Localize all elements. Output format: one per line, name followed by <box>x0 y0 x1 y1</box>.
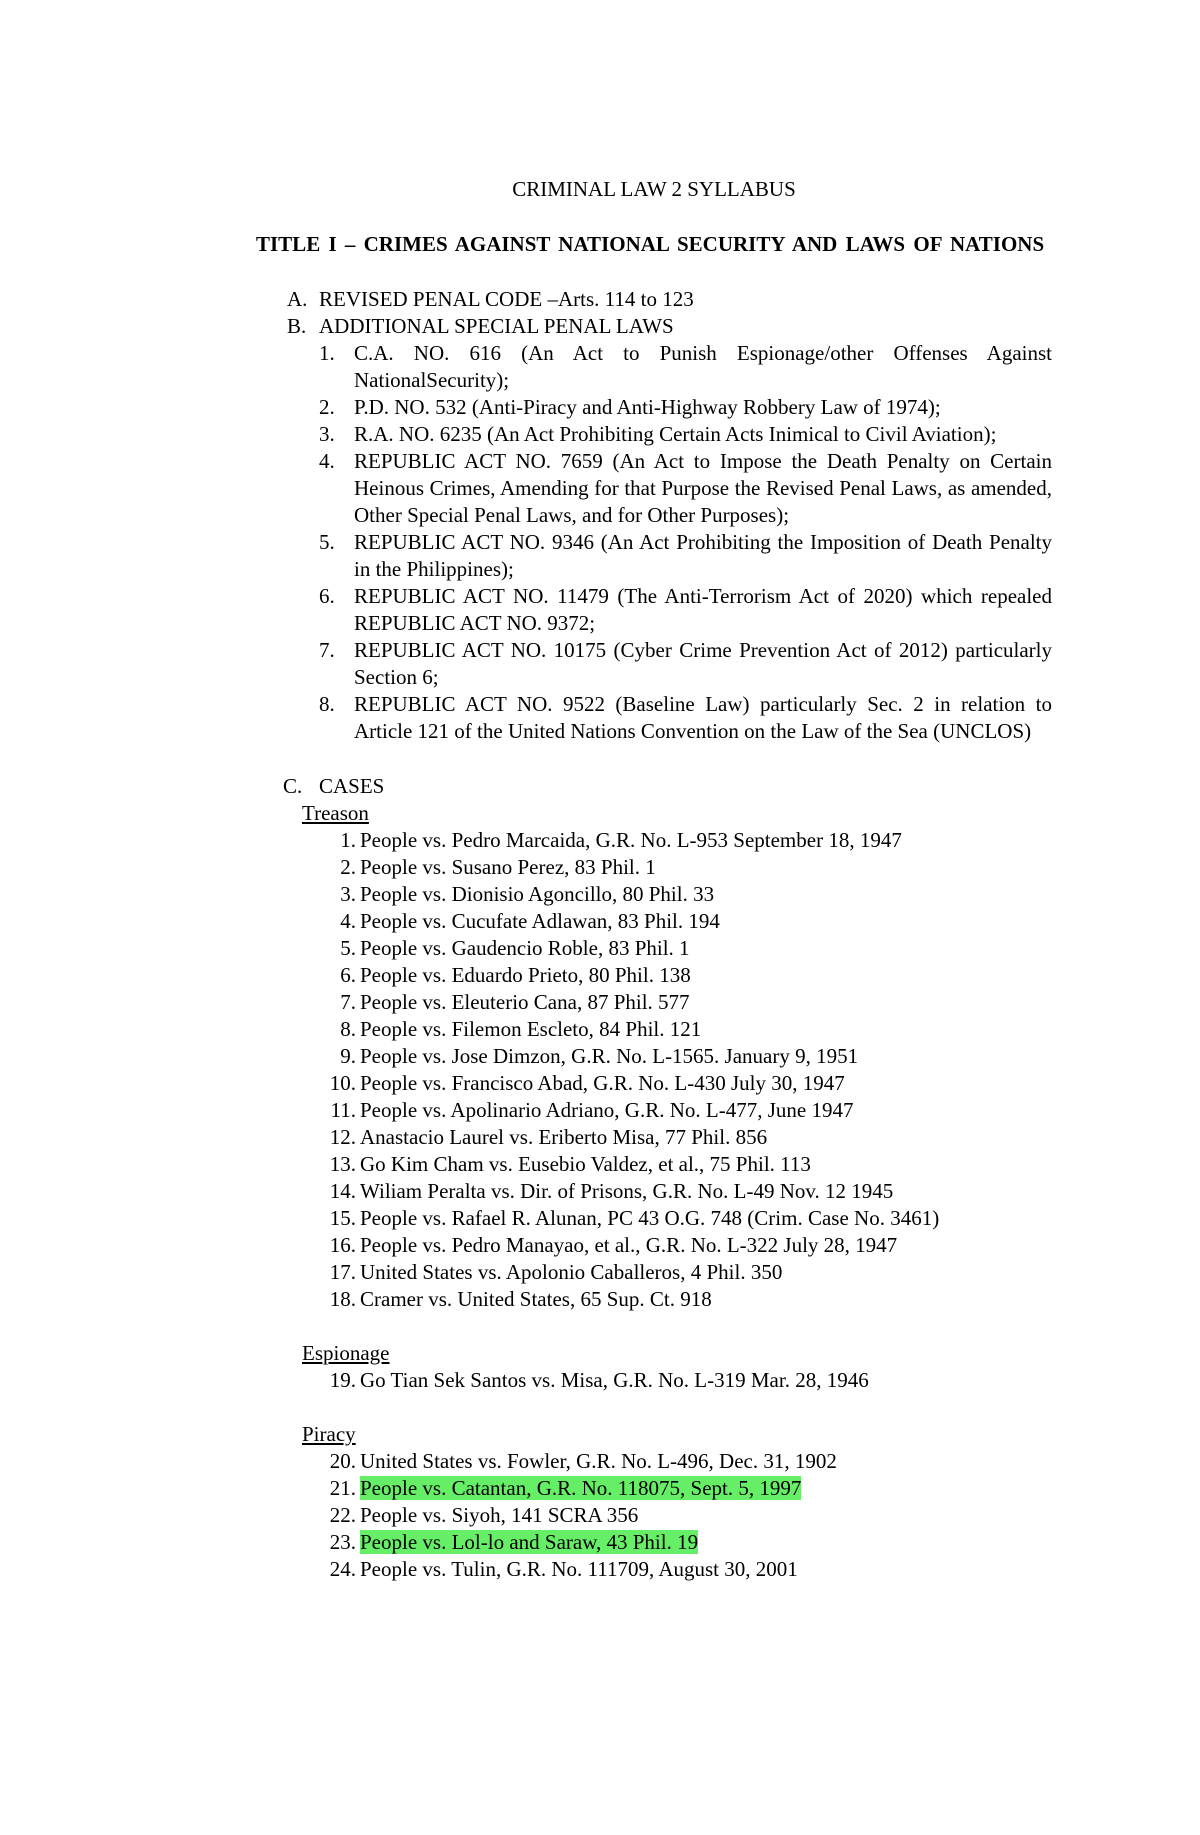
law-text: REPUBLIC ACT NO. 7659 (An Act to Impose the Death Penalty on Certain Heinous Crimes, Amending for that Purpose the Revised Penal Laws, as amended, Other Special Penal Laws, and for Other Purposes); <box>354 449 1052 527</box>
section-item <box>256 286 1052 313</box>
case-text: People vs. Pedro Manayao, et al., G.R. No. L-322 July 28, 1947 <box>360 1233 898 1257</box>
case-item <box>256 854 1052 881</box>
case-number: 15. <box>329 1206 356 1230</box>
law-item <box>256 691 1052 745</box>
case-number: 8. <box>340 1017 356 1041</box>
case-number: 13. <box>329 1152 356 1176</box>
case-text: People vs. Cucufate Adlawan, 83 Phil. 194 <box>360 909 720 933</box>
case-group-heading: Treason <box>302 801 369 825</box>
case-text: Go Kim Cham vs. Eusebio Valdez, et al., 75 Phil. 113 <box>360 1152 811 1176</box>
law-text: P.D. NO. 532 (Anti-Piracy and Anti-Highway Robbery Law of 1974); <box>354 395 941 419</box>
title-heading: TITLE I – CRIMES AGAINST NATIONAL SECURITY AND LAWS OF NATIONS <box>256 232 1045 256</box>
law-number: 5. <box>319 530 335 554</box>
law-item <box>256 637 1052 691</box>
case-text: People vs. Tulin, G.R. No. 111709, August 30, 2001 <box>360 1557 798 1581</box>
section-item <box>256 313 1052 340</box>
case-number: 17. <box>329 1260 356 1284</box>
case-text: People vs. Susano Perez, 83 Phil. 1 <box>360 855 656 879</box>
case-number: 9. <box>340 1044 356 1068</box>
case-number: 5. <box>340 936 356 960</box>
case-item <box>256 1124 1052 1151</box>
section-text: CASES <box>319 774 385 798</box>
case-number: 11. <box>330 1098 356 1122</box>
case-text: People vs. Eleuterio Cana, 87 Phil. 577 <box>360 990 690 1014</box>
case-item <box>256 989 1052 1016</box>
case-number: 21. <box>329 1476 356 1500</box>
case-item <box>256 1016 1052 1043</box>
case-item <box>256 962 1052 989</box>
case-item <box>256 881 1052 908</box>
section-marker: B. <box>287 314 307 338</box>
case-item <box>256 1097 1052 1124</box>
law-item <box>256 340 1052 394</box>
case-groups <box>256 800 1052 1583</box>
case-list <box>256 1367 1052 1394</box>
law-text: R.A. NO. 6235 (An Act Prohibiting Certain Acts Inimical to Civil Aviation); <box>354 422 997 446</box>
case-number: 16. <box>329 1233 356 1257</box>
law-number: 3. <box>319 422 335 446</box>
law-item <box>256 448 1052 529</box>
case-item <box>256 1448 1052 1475</box>
section-text: ADDITIONAL SPECIAL PENAL LAWS <box>319 314 674 338</box>
law-number: 7. <box>319 638 335 662</box>
section-marker: A. <box>287 287 308 311</box>
case-item <box>256 1151 1052 1178</box>
case-item <box>256 1475 1052 1502</box>
case-item <box>256 827 1052 854</box>
case-text: People vs. Eduardo Prieto, 80 Phil. 138 <box>360 963 691 987</box>
case-item <box>256 1286 1052 1313</box>
case-text: United States vs. Fowler, G.R. No. L-496, Dec. 31, 1902 <box>360 1449 837 1473</box>
case-text: People vs. Filemon Escleto, 84 Phil. 121 <box>360 1017 702 1041</box>
case-text: People vs. Apolinario Adriano, G.R. No. L-477, June 1947 <box>360 1098 854 1122</box>
case-item <box>256 1070 1052 1097</box>
law-item <box>256 529 1052 583</box>
case-number: 10. <box>329 1071 356 1095</box>
case-text: People vs. Dionisio Agoncillo, 80 Phil. 33 <box>360 882 715 906</box>
law-item <box>256 421 1052 448</box>
document-page <box>256 176 1052 1583</box>
case-text: People vs. Francisco Abad, G.R. No. L-430 July 30, 1947 <box>360 1071 845 1095</box>
case-number: 12. <box>329 1125 356 1149</box>
special-laws-list <box>256 340 1052 745</box>
highlighted-case-text: People vs. Lol-lo and Saraw, 43 Phil. 19 <box>360 1530 699 1554</box>
law-number: 8. <box>319 692 335 716</box>
case-text: Wiliam Peralta vs. Dir. of Prisons, G.R. No. L-49 Nov. 12 1945 <box>360 1179 894 1203</box>
case-item <box>256 1529 1052 1556</box>
case-text: People vs. Siyoh, 141 SCRA 356 <box>360 1503 639 1527</box>
case-number: 14. <box>329 1179 356 1203</box>
case-list <box>256 827 1052 1313</box>
law-text: REPUBLIC ACT NO. 9346 (An Act Prohibiting the Imposition of Death Penalty in the Philippines); <box>354 530 1052 581</box>
case-number: 7. <box>340 990 356 1014</box>
case-list <box>256 1448 1052 1583</box>
law-number: 1. <box>319 341 335 365</box>
case-group-heading: Piracy <box>302 1422 356 1446</box>
law-text: REPUBLIC ACT NO. 10175 (Cyber Crime Prevention Act of 2012) particularly Section 6; <box>354 638 1052 689</box>
case-text: People vs. Gaudencio Roble, 83 Phil. 1 <box>360 936 690 960</box>
document-title: CRIMINAL LAW 2 SYLLABUS <box>512 177 796 201</box>
case-item <box>256 1178 1052 1205</box>
case-number: 20. <box>329 1449 356 1473</box>
law-item <box>256 583 1052 637</box>
law-text: REPUBLIC ACT NO. 11479 (The Anti-Terrorism Act of 2020) which repealed REPUBLIC ACT NO. 9372; <box>354 584 1052 635</box>
law-number: 2. <box>319 395 335 419</box>
case-text: Cramer vs. United States, 65 Sup. Ct. 918 <box>360 1287 712 1311</box>
case-text: People vs. Jose Dimzon, G.R. No. L-1565. January 9, 1951 <box>360 1044 859 1068</box>
case-item <box>256 1043 1052 1070</box>
case-item <box>256 908 1052 935</box>
case-text: People vs. Pedro Marcaida, G.R. No. L-953 September 18, 1947 <box>360 828 902 852</box>
section-text: REVISED PENAL CODE –Arts. 114 to 123 <box>319 287 694 311</box>
case-number: 19. <box>329 1368 356 1392</box>
case-item <box>256 1205 1052 1232</box>
highlighted-case-text: People vs. Catantan, G.R. No. 118075, Sept. 5, 1997 <box>360 1476 802 1500</box>
law-text: C.A. NO. 616 (An Act to Punish Espionage/other Offenses Against NationalSecurity); <box>354 341 1052 392</box>
case-text: United States vs. Apolonio Caballeros, 4 Phil. 350 <box>360 1260 783 1284</box>
case-number: 1. <box>340 828 356 852</box>
case-text: Go Tian Sek Santos vs. Misa, G.R. No. L-319 Mar. 28, 1946 <box>360 1368 869 1392</box>
case-number: 4. <box>340 909 356 933</box>
case-number: 6. <box>340 963 356 987</box>
law-number: 4. <box>319 449 335 473</box>
case-text: People vs. Rafael R. Alunan, PC 43 O.G. 748 (Crim. Case No. 3461) <box>360 1206 940 1230</box>
case-item <box>256 1367 1052 1394</box>
case-number: 18. <box>329 1287 356 1311</box>
case-item <box>256 1259 1052 1286</box>
cases-heading <box>256 773 1052 800</box>
case-item <box>256 1232 1052 1259</box>
case-number: 3. <box>340 882 356 906</box>
case-item <box>256 935 1052 962</box>
law-item <box>256 394 1052 421</box>
case-item <box>256 1556 1052 1583</box>
section-list <box>256 286 1052 340</box>
law-text: REPUBLIC ACT NO. 9522 (Baseline Law) particularly Sec. 2 in relation to Article 121 of the United Nations Convention on the Law of the Sea (UNCLOS) <box>354 692 1052 743</box>
law-number: 6. <box>319 584 335 608</box>
case-text: Anastacio Laurel vs. Eriberto Misa, 77 Phil. 856 <box>360 1125 768 1149</box>
case-number: 24. <box>329 1557 356 1581</box>
case-group-heading: Espionage <box>302 1341 390 1365</box>
section-marker: C. <box>283 774 303 798</box>
case-number: 22. <box>329 1503 356 1527</box>
case-item <box>256 1502 1052 1529</box>
case-number: 2. <box>340 855 356 879</box>
case-number: 23. <box>329 1530 356 1554</box>
